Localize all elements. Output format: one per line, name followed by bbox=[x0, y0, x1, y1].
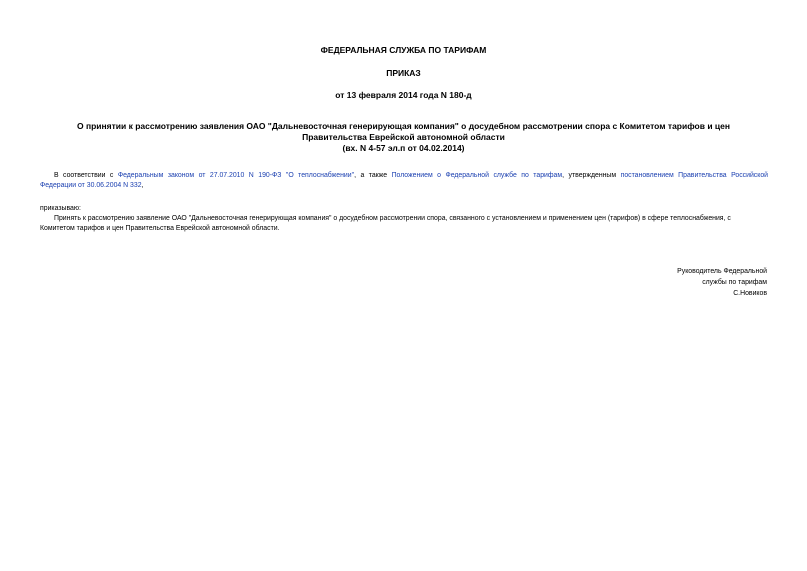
order-paragraph bbox=[40, 214, 768, 234]
signature-position-line-1: Руководитель Федеральной bbox=[677, 268, 767, 275]
agency-name: ФЕДЕРАЛЬНАЯ СЛУЖБА ПО ТАРИФАМ bbox=[320, 45, 487, 55]
preamble-prefix: В соответствии с bbox=[54, 172, 118, 179]
document-title-line-2: Правительства Еврейской автономной области bbox=[302, 132, 505, 142]
federal-law-link[interactable]: Федеральным законом от 27.07.2010 N 190-ФЗ "О теплоснабжении" bbox=[117, 172, 355, 179]
document-title-line-1: О принятии к рассмотрению заявления ОАО "Дальневосточная генерирующая компания" о досудебном рассмотрении спора с Комитетом тарифов и цен bbox=[76, 121, 730, 131]
fst-regulation-link[interactable]: Положением о Федеральной службе по тарифам bbox=[391, 172, 563, 179]
preamble-paragraph bbox=[40, 171, 768, 191]
signature-position-line-2: службы по тарифам bbox=[702, 279, 767, 286]
signature-block bbox=[677, 266, 767, 299]
document-type: ПРИКАЗ bbox=[386, 68, 421, 78]
preamble-line-1 bbox=[40, 171, 768, 181]
preamble-suffix: , bbox=[141, 182, 144, 189]
order-text-line-2: Комитетом тарифов и цен Правительства Еврейской автономной области. bbox=[40, 225, 280, 232]
government-decree-link-part-1[interactable]: постановлением Правительства Российской bbox=[620, 172, 769, 179]
signatory-name: С.Новиков bbox=[733, 290, 767, 297]
preamble-middle: , а также bbox=[354, 172, 392, 179]
order-text-line-1: Принять к рассмотрению заявление ОАО "Дальневосточная генерирующая компания" о досудебном рассмотрении спора, связанного с установлением и применением цен (тарифов) в сфере теплоснабжения, с bbox=[54, 215, 731, 222]
government-decree-link-part-2[interactable]: Федерации от 30.06.2004 N 332 bbox=[40, 182, 142, 189]
document-date-number: от 13 февраля 2014 года N 180-д bbox=[335, 90, 472, 100]
document-title bbox=[40, 121, 767, 154]
order-word: приказываю: bbox=[40, 205, 81, 212]
preamble-middle-2: , утвержденным bbox=[562, 172, 621, 179]
document-title-line-3: (вх. N 4-57 эл.п от 04.02.2014) bbox=[342, 143, 465, 153]
